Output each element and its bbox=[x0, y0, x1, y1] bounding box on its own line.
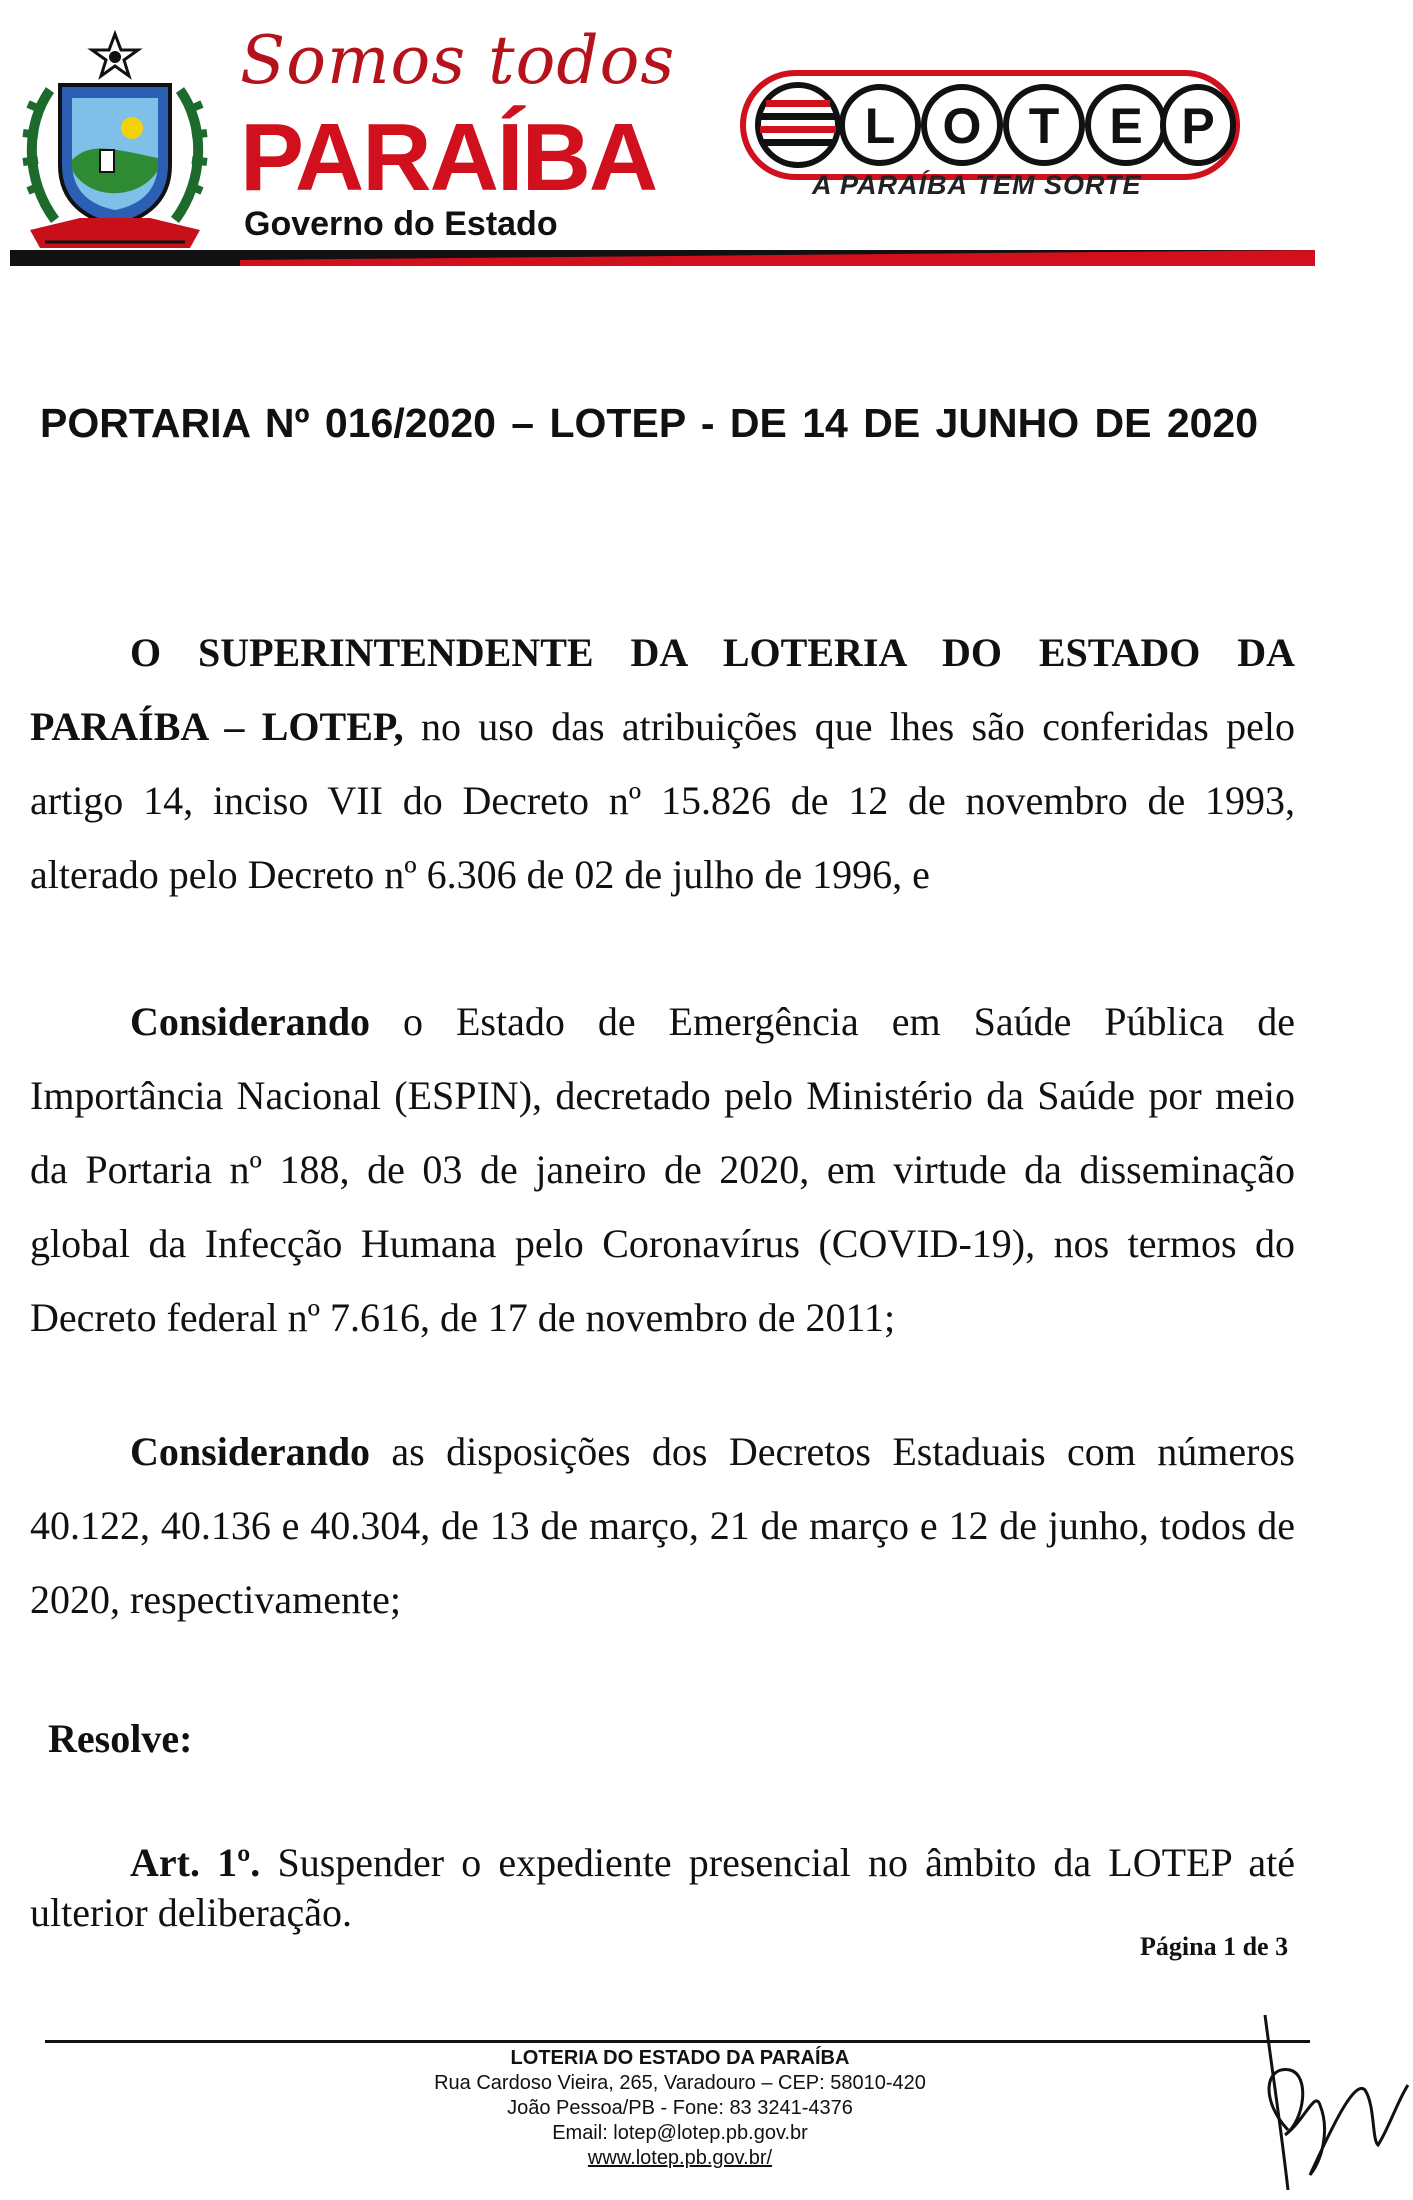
intro-text: no uso das atribuições que lhes são conferidas pelo artigo 14, inciso VII do Decreto nº 15.826 de 12 de novembro de 1993, alterado pelo Decreto nº 6.306 de 02 de julho de 1996, e bbox=[30, 704, 1295, 897]
resolve-heading: Resolve: bbox=[48, 1716, 193, 1761]
lotep-letter: T bbox=[1028, 98, 1060, 154]
considerando-text: o Estado de Emergência em Saúde Pública de Importância Nacional (ESPIN), decretado pelo Ministério da Saúde por meio da Portaria nº 188, de 03 de janeiro de 2020, em virtude da disseminação global da Infecção Humana pelo Coronavírus (COVID-19), nos termos do Decreto federal nº 7.616, de 17 de novembro de 2011; bbox=[30, 999, 1295, 1340]
considerando-paragraph-1 bbox=[30, 985, 1295, 1355]
lotep-letter: O bbox=[942, 98, 982, 154]
considerando-lead: Considerando bbox=[130, 1429, 371, 1474]
handwritten-signature bbox=[1260, 2010, 1410, 2200]
header-divider-bar bbox=[10, 250, 1315, 266]
state-coat-of-arms-icon bbox=[20, 30, 210, 255]
lotep-letter: P bbox=[1181, 98, 1215, 154]
slogan-government: Governo do Estado bbox=[244, 205, 558, 243]
footer-organization: LOTERIA DO ESTADO DA PARAÍBA bbox=[510, 2047, 850, 2069]
considerando-lead: Considerando bbox=[130, 999, 371, 1044]
footer-website-link[interactable]: www.lotep.pb.gov.br/ bbox=[587, 2147, 773, 2169]
lotep-tagline: A PARAÍBA TEM SORTE bbox=[812, 170, 1142, 200]
considerando-paragraph-2 bbox=[30, 1415, 1295, 1637]
article-1-text: Suspender o expediente presencial no âmbito da LOTEP até ulterior deliberação. bbox=[30, 1840, 1295, 1935]
article-1-lead: Art. 1º. bbox=[130, 1840, 261, 1885]
page-number: Página 1 de 3 bbox=[1140, 1932, 1289, 1961]
lotep-letter: L bbox=[864, 98, 896, 154]
lotep-letter: E bbox=[1109, 98, 1143, 154]
article-1 bbox=[30, 1838, 1295, 1938]
intro-paragraph bbox=[30, 616, 1295, 912]
footer-address: Rua Cardoso Vieira, 265, Varadouro – CEP: 58010-420 bbox=[434, 2072, 926, 2094]
lotep-ball-icon bbox=[758, 85, 838, 165]
footer-email: Email: lotep@lotep.pb.gov.br bbox=[552, 2122, 808, 2144]
footer-divider bbox=[45, 2040, 1310, 2043]
footer-city-phone: João Pessoa/PB - Fone: 83 3241-4376 bbox=[507, 2097, 853, 2119]
considerando-text: as disposições dos Decretos Estaduais com números 40.122, 40.136 e 40.304, de 13 de março, 21 de março e 12 de junho, todos de 2020, respectivamente; bbox=[30, 1429, 1295, 1622]
document-title: PORTARIA Nº 016/2020 – LOTEP - DE 14 DE JUNHO DE 2020 bbox=[40, 400, 1259, 446]
slogan-state: PARAÍBA bbox=[240, 104, 657, 211]
footer bbox=[300, 2046, 1060, 2171]
slogan-script: Somos todos bbox=[240, 22, 676, 99]
lotep-logo bbox=[740, 70, 1240, 180]
intro-lead: O SUPERINTENDENTE DA LOTERIA DO ESTADO DA PARAÍBA – LOTEP, bbox=[30, 630, 1295, 749]
